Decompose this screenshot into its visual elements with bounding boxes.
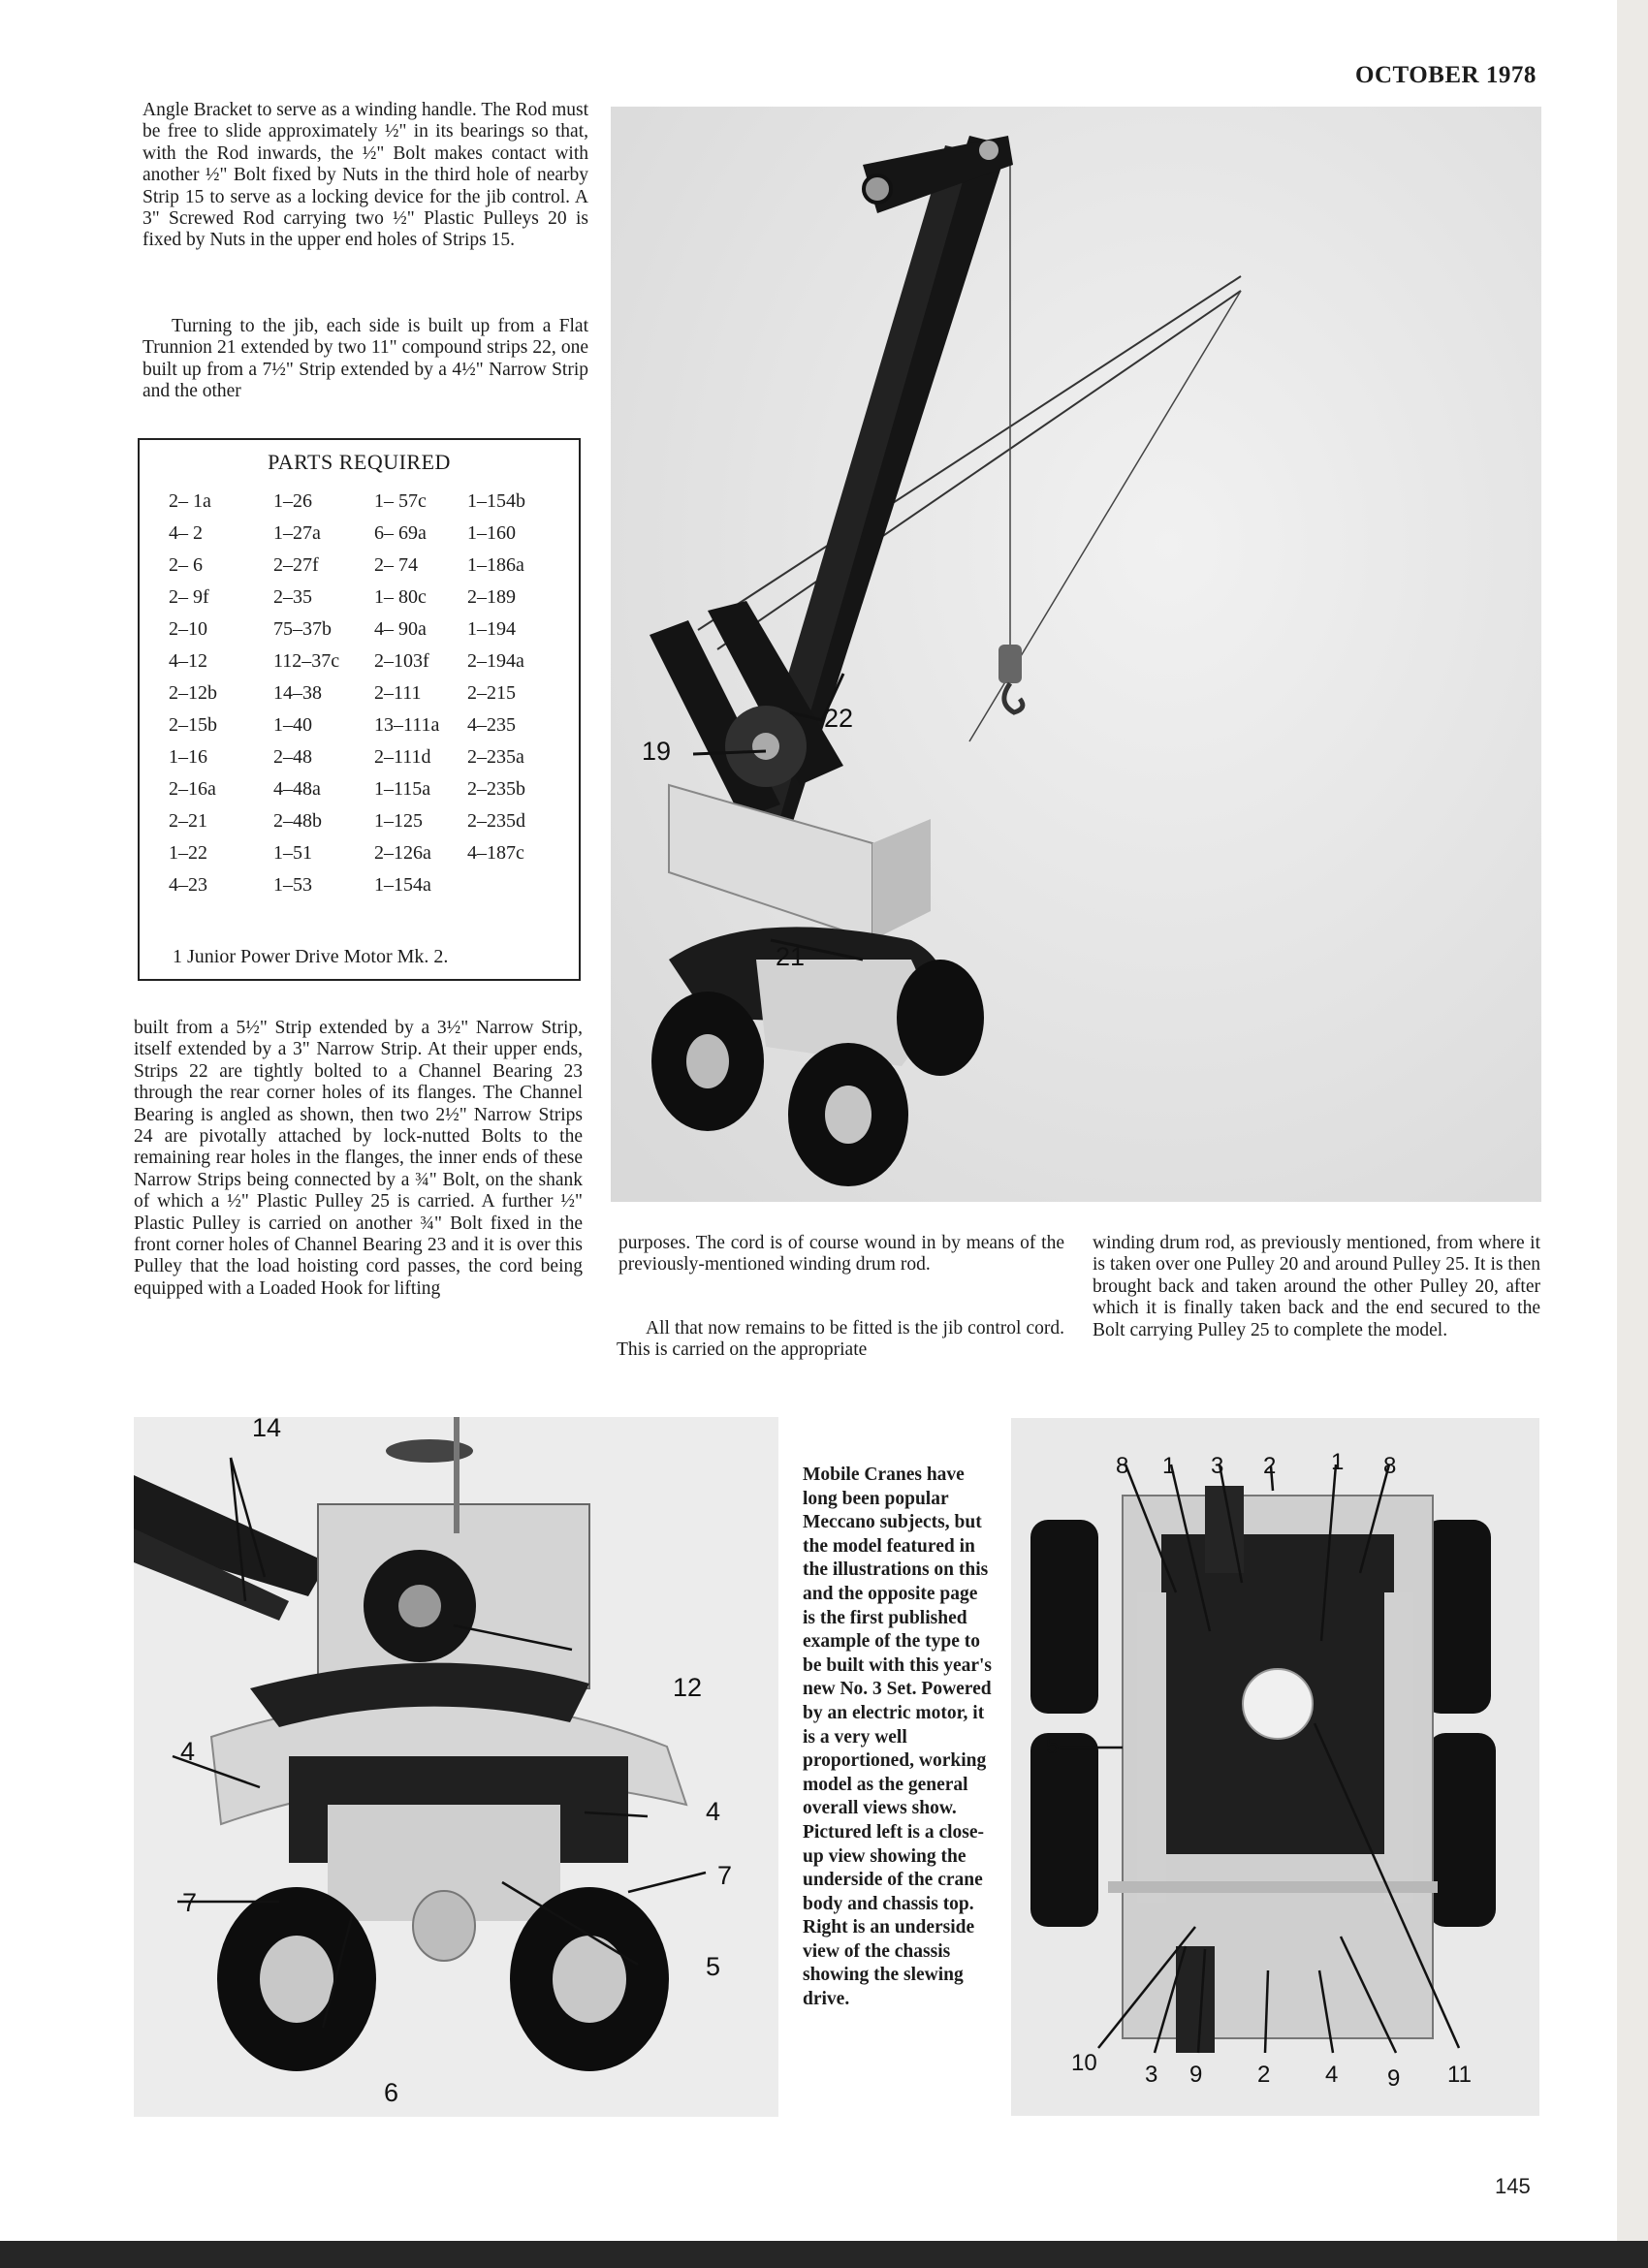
chassis-callout-8-left: 8 bbox=[1116, 1453, 1129, 1479]
part-entry: 2–48b bbox=[273, 810, 322, 832]
chassis-callout-2-bottom: 2 bbox=[1257, 2062, 1271, 2088]
article-paragraph-3: built from a 5½" Strip extended by a 3½" Narrow Strip, itself extended by a 3" Narrow Strip. At their upper ends, Strips 22 are tightly bolted to a Channel Bearing 23 through the rear corner holes of its flanges. The Channel Bearing is angled as shown, then two 2½" Narrow Strips 24 are pivotally attached by lock-nutted Bolts to the remaining rear holes in the flanges, the inner ends of these Narrow Strips being connected by a ¾" Bolt, on the shank of which a ½" Plastic Pulley 25 is carried. A further ½" Plastic Pulley is carried on another ¾" Bolt fixed in the front corner holes of Channel Bearing 23 and it is over this Pulley that the load hoisting cord passes, the cord being equipped with a Loaded Hook for lifting bbox=[134, 1018, 583, 1299]
parts-required-title: PARTS REQUIRED bbox=[268, 450, 451, 474]
part-entry: 2–12b bbox=[169, 682, 217, 704]
part-entry: 4–48a bbox=[273, 778, 321, 800]
article-paragraph-1: Angle Bracket to serve as a winding handle. The Rod must be free to slide approximately ½" in its bearings so that, with the Rod inwards, the ½" Bolt makes contact with another ½" Bolt fixed by Nuts in the third hole of nearby Strip 15 to serve as a locking device for the jib control. A 3" Screwed Rod carrying two ½" Plastic Pulleys 20 is fixed by Nuts in the upper end holes of Strips 15. bbox=[143, 100, 588, 251]
chassis-callout-2-top: 2 bbox=[1263, 1453, 1277, 1479]
crane-callout-19: 19 bbox=[642, 737, 672, 766]
part-entry: 13–111a bbox=[374, 714, 440, 736]
part-entry: 2–16a bbox=[169, 778, 216, 800]
part-entry: 1–194 bbox=[467, 618, 516, 640]
part-entry: 2– 9f bbox=[169, 586, 209, 608]
closeup-callout-12: 12 bbox=[673, 1673, 703, 1702]
part-entry: 112–37c bbox=[273, 650, 340, 672]
parts-required-box bbox=[138, 438, 581, 981]
closeup-callout-7-right: 7 bbox=[717, 1861, 733, 1890]
chassis-callout-1-left: 1 bbox=[1162, 1453, 1176, 1479]
part-entry: 4–235 bbox=[467, 714, 516, 736]
part-entry: 4–187c bbox=[467, 842, 524, 864]
article-paragraph-4: purposes. The cord is of course wound in by means of the previously-mentioned winding drum rod. bbox=[618, 1233, 1064, 1276]
part-entry: 1–26 bbox=[273, 490, 312, 512]
part-entry: 1– 80c bbox=[374, 586, 427, 608]
closeup-callout-4-left: 4 bbox=[180, 1737, 196, 1766]
part-entry: 2– 6 bbox=[169, 554, 203, 576]
part-entry: 2–189 bbox=[467, 586, 516, 608]
part-entry: 4–12 bbox=[169, 650, 207, 672]
closeup-callout-4-right: 4 bbox=[706, 1797, 721, 1826]
chassis-callout-10: 10 bbox=[1071, 2050, 1097, 2076]
part-entry: 2–27f bbox=[273, 554, 319, 576]
page-number: 145 bbox=[1495, 2174, 1531, 2198]
closeup-callout-7-left: 7 bbox=[182, 1888, 198, 1917]
part-entry: 75–37b bbox=[273, 618, 332, 640]
chassis-callout-9-right: 9 bbox=[1387, 2065, 1401, 2092]
article-paragraph-2: Turning to the jib, each side is built up from a Flat Trunnion 21 extended by two 11" compound strips 22, one built up from a 7½" Strip extended by a 4½" Narrow Strip and the other bbox=[143, 316, 588, 402]
part-entry: 14–38 bbox=[273, 682, 322, 704]
scan-bottom-band bbox=[0, 2241, 1648, 2268]
part-entry: 1–115a bbox=[374, 778, 431, 800]
crane-callout-21: 21 bbox=[776, 942, 806, 971]
page-edge-shadow bbox=[1617, 0, 1648, 2268]
part-entry: 1–16 bbox=[169, 746, 207, 768]
part-entry: 2–235a bbox=[467, 746, 524, 768]
part-entry: 2– 1a bbox=[169, 490, 211, 512]
part-entry: 2–10 bbox=[169, 618, 207, 640]
chassis-callout-3-top: 3 bbox=[1211, 1453, 1224, 1479]
crane-callout-22: 22 bbox=[824, 704, 854, 733]
part-entry: 1–160 bbox=[467, 522, 516, 544]
part-entry: 1–154a bbox=[374, 874, 431, 896]
parts-motor-note: 1 Junior Power Drive Motor Mk. 2. bbox=[173, 946, 449, 967]
parts-list bbox=[169, 490, 564, 906]
part-entry: 2–111 bbox=[374, 682, 422, 704]
part-entry: 1–125 bbox=[374, 810, 423, 832]
part-entry: 1–186a bbox=[467, 554, 524, 576]
chassis-callout-1-right: 1 bbox=[1331, 1449, 1345, 1475]
part-entry: 2–215 bbox=[467, 682, 516, 704]
closeup-callout-6: 6 bbox=[384, 2078, 399, 2107]
part-entry: 1–154b bbox=[467, 490, 525, 512]
part-entry: 4– 90a bbox=[374, 618, 427, 640]
part-entry: 2–103f bbox=[374, 650, 429, 672]
part-entry: 2–48 bbox=[273, 746, 312, 768]
part-entry: 2–126a bbox=[374, 842, 431, 864]
part-entry: 1–22 bbox=[169, 842, 207, 864]
part-entry: 1– 57c bbox=[374, 490, 427, 512]
part-entry: 6– 69a bbox=[374, 522, 427, 544]
part-entry: 2–15b bbox=[169, 714, 217, 736]
chassis-callout-5: 5 bbox=[1046, 1733, 1060, 1759]
part-entry: 2–235b bbox=[467, 778, 525, 800]
sidebar-caption: Mobile Cranes have long been popular Meccano subjects, but the model featured in the illustrations on this and the opposite page is the first published example of the type to be built with this year's new No. 3 Set. Powered by an electric motor, it is a very well proportioned, working model as the general overall views show. Pictured left is a close-up view showing the underside of the crane body and chassis top. Right is an underside view of the chassis showing the slewing drive. bbox=[803, 1465, 993, 2010]
part-entry: 1–53 bbox=[273, 874, 312, 896]
chassis-callout-4: 4 bbox=[1325, 2062, 1339, 2088]
part-entry: 4–23 bbox=[169, 874, 207, 896]
part-entry bbox=[467, 874, 564, 906]
crane-photo bbox=[611, 107, 1541, 1202]
part-entry: 1–40 bbox=[273, 714, 312, 736]
part-entry: 4– 2 bbox=[169, 522, 203, 544]
part-entry: 2– 74 bbox=[374, 554, 418, 576]
part-entry: 2–194a bbox=[467, 650, 524, 672]
part-entry: 2–235d bbox=[467, 810, 525, 832]
closeup-callout-5: 5 bbox=[706, 1952, 721, 1981]
chassis-callout-9-left: 9 bbox=[1189, 2062, 1203, 2088]
part-entry: 2–35 bbox=[273, 586, 312, 608]
chassis-callout-8-right: 8 bbox=[1383, 1453, 1397, 1479]
article-paragraph-5: All that now remains to be fitted is the jib control cord. This is carried on the appropriate bbox=[617, 1318, 1064, 1361]
chassis-callout-3-bottom: 3 bbox=[1145, 2062, 1158, 2088]
part-entry: 2–111d bbox=[374, 746, 431, 768]
chassis-callout-11: 11 bbox=[1447, 2062, 1472, 2088]
issue-date: OCTOBER 1978 bbox=[1355, 62, 1537, 88]
part-entry: 1–27a bbox=[273, 522, 321, 544]
article-paragraph-6: winding drum rod, as previously mentioned, from where it is taken over one Pulley 20 and around Pulley 25. It is then brought back and taken around the other Pulley 20, after which it is finally taken back and the end secured to the Bolt carrying Pulley 25 to complete the model. bbox=[1093, 1233, 1540, 1340]
part-entry: 2–21 bbox=[169, 810, 207, 832]
part-entry: 1–51 bbox=[273, 842, 312, 864]
chassis-photo bbox=[1011, 1418, 1539, 2116]
closeup-photo bbox=[134, 1417, 778, 2117]
closeup-callout-14: 14 bbox=[252, 1417, 282, 1442]
